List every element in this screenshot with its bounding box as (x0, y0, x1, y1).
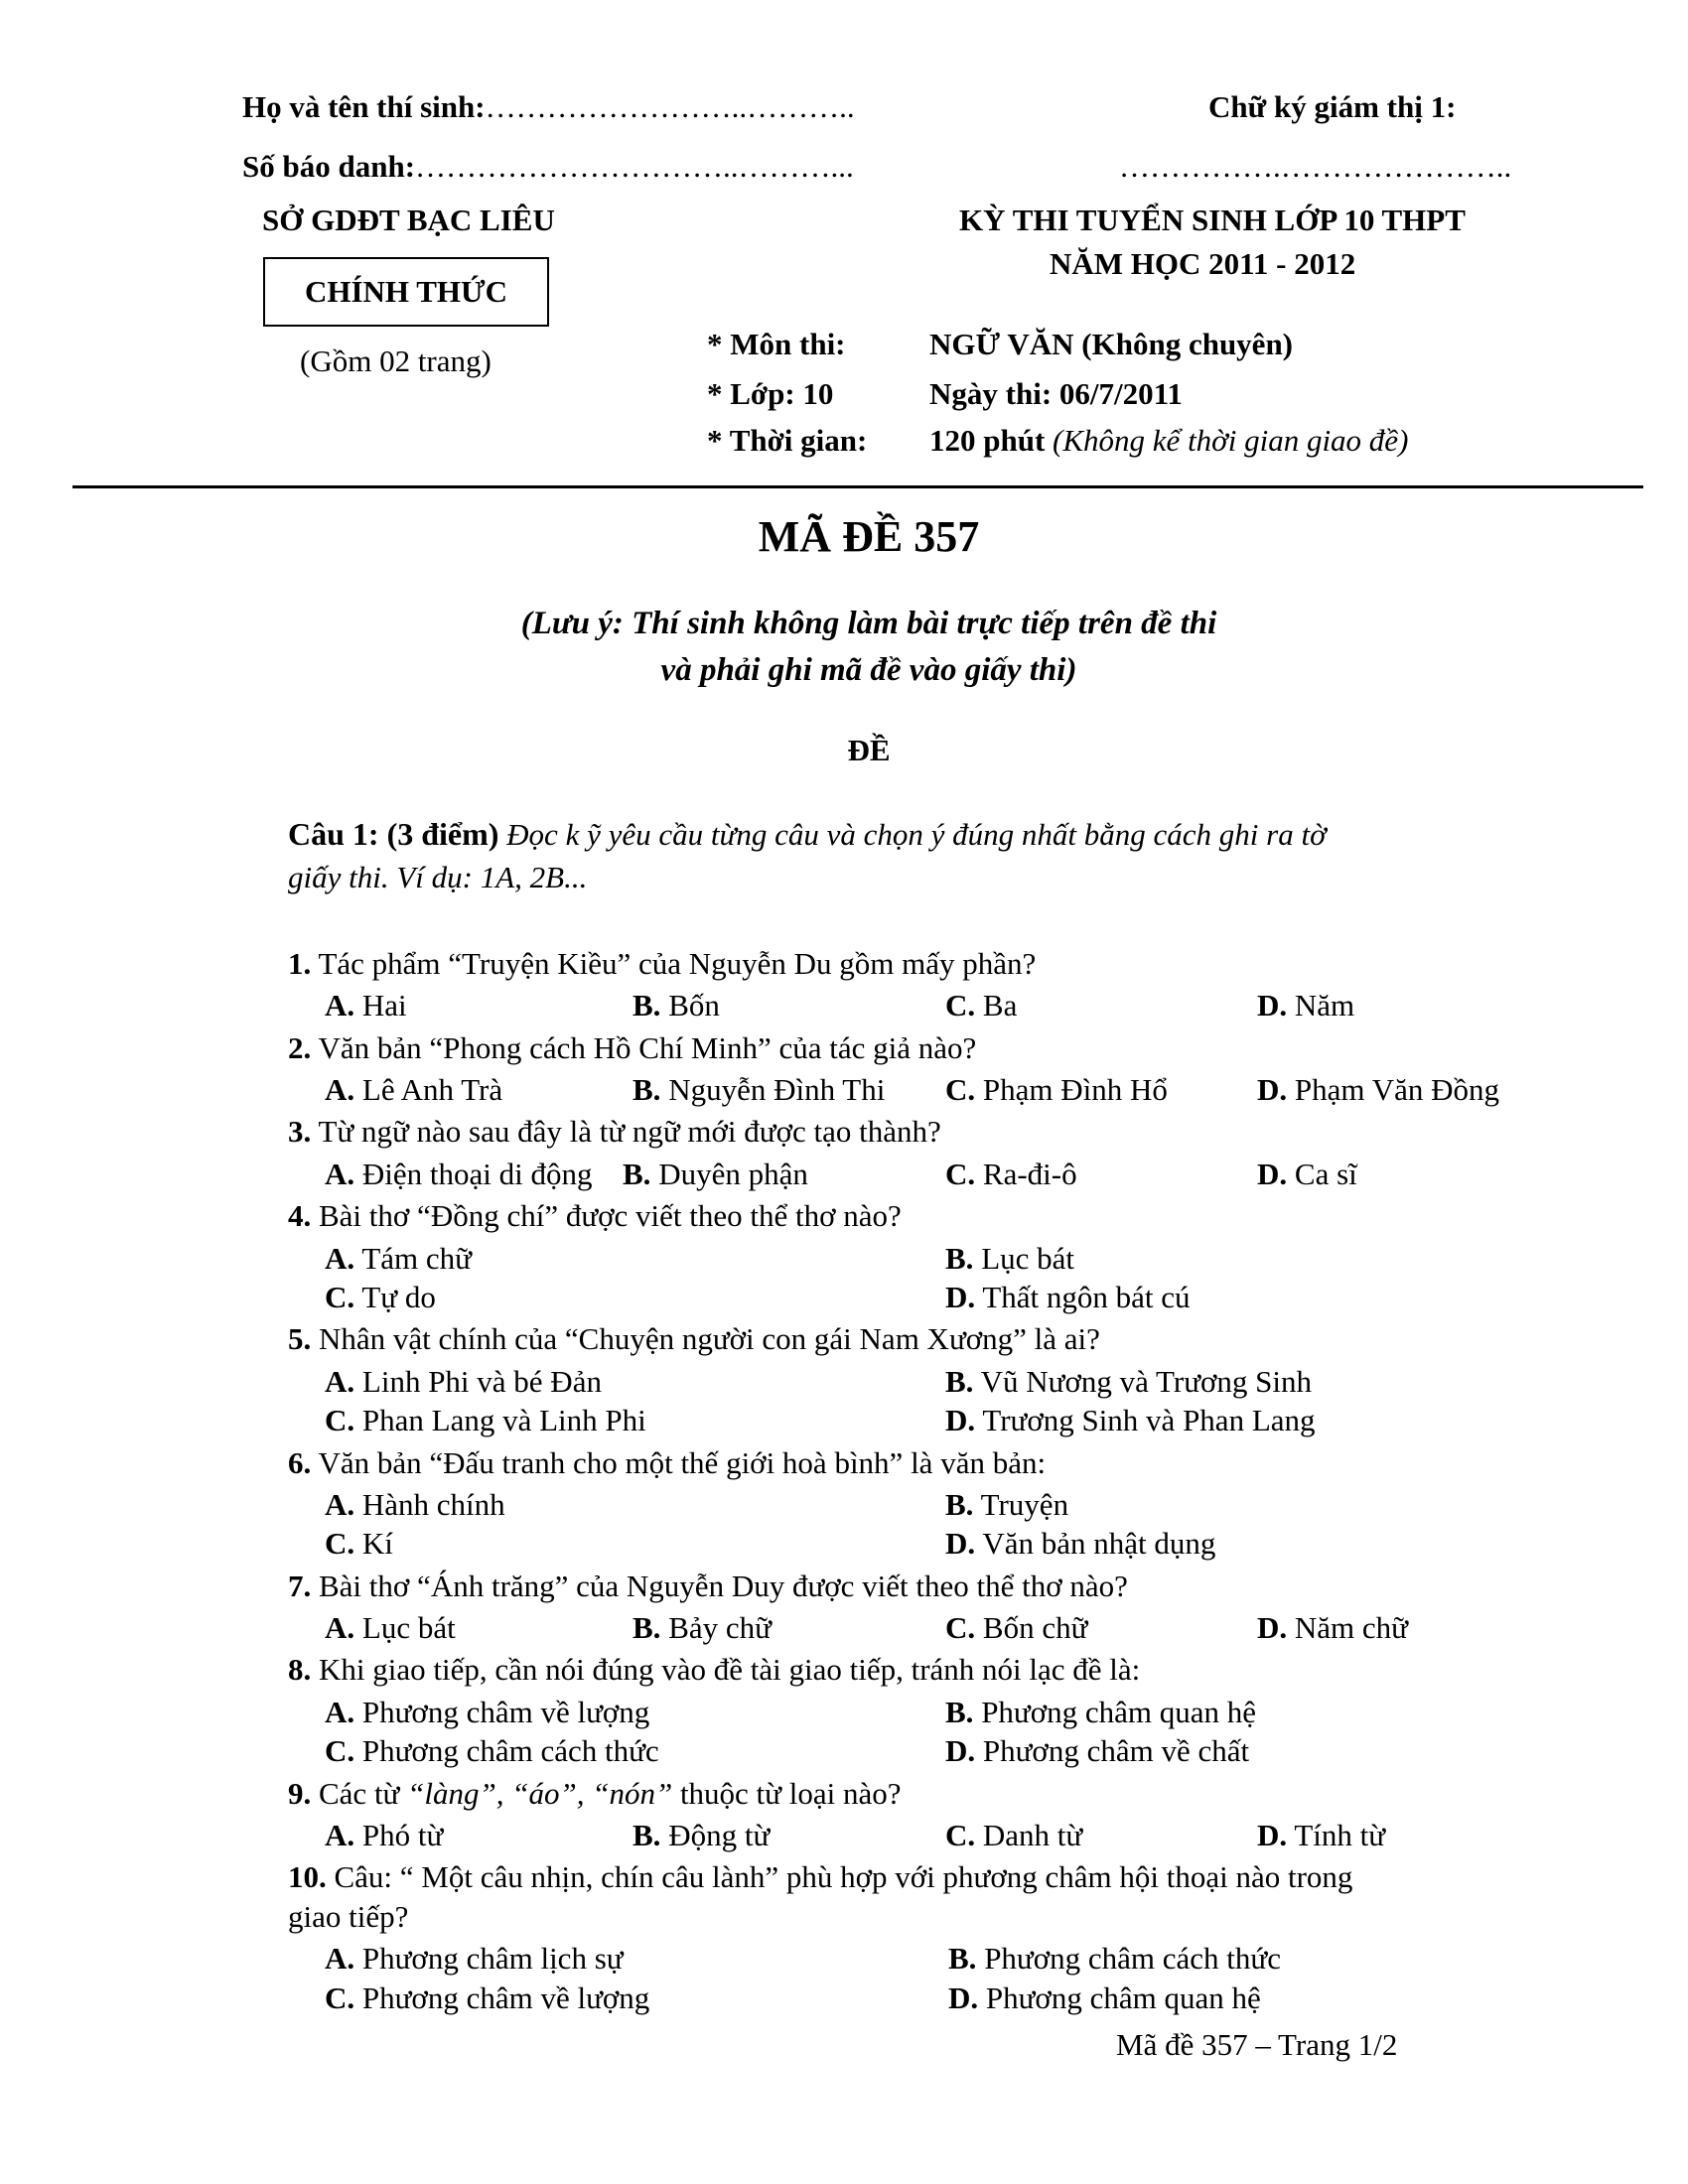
q4-option-b (945, 1241, 1074, 1277)
question-1 (288, 946, 1036, 982)
q5-option-c (325, 1403, 646, 1438)
question-2 (288, 1030, 976, 1066)
option-letter: B. (623, 1157, 651, 1191)
option-text: Phương châm về chất (982, 1733, 1250, 1768)
option-letter: B. (945, 1364, 974, 1399)
page-footer: Mã đề 357 – Trang 1/2 (1116, 2027, 1398, 2062)
option-letter: A. (325, 1157, 355, 1191)
option-letter: A. (325, 1941, 355, 1976)
signature-dots: …………….………………….. (1119, 149, 1512, 184)
option-text: Văn bản nhật dụng (982, 1526, 1216, 1561)
q4-option-c (325, 1280, 436, 1315)
option-letter: C. (325, 1733, 355, 1768)
q8-option-d (945, 1733, 1249, 1769)
option-letter: C. (945, 1610, 976, 1645)
option-text: Phạm Đình Hổ (982, 1072, 1168, 1107)
pages-note: (Gồm 02 trang) (300, 343, 492, 378)
option-text: Phó từ (361, 1818, 444, 1852)
header-divider (72, 485, 1643, 488)
option-text: Bốn (668, 988, 720, 1023)
option-letter: C. (325, 1280, 355, 1314)
question-text: Nhân vật chính của “Chuyện người con gái Nam Xương” là ai? (319, 1321, 1100, 1356)
question-text: Khi giao tiếp, cần nói đúng vào đề tài giao tiếp, tránh nói lạc đề là: (319, 1652, 1141, 1687)
q9-option-d (1257, 1818, 1385, 1853)
subject-label: * Môn thi: (707, 327, 846, 361)
option-text: Phương châm lịch sự (361, 1941, 624, 1976)
option-text: Lục bát (981, 1241, 1075, 1276)
option-letter: C. (325, 1403, 355, 1437)
question-9 (288, 1776, 901, 1812)
q3-option-a (325, 1157, 593, 1192)
question-block-instruction-2: giấy thi. Ví dụ: 1A, 2B... (288, 860, 588, 894)
option-letter: C. (325, 1980, 355, 2015)
exam-title-line-2: NĂM HỌC 2011 - 2012 (1050, 246, 1356, 281)
sbd-line (242, 149, 854, 185)
option-text: Động từ (668, 1818, 771, 1852)
q3-option-b (623, 1157, 808, 1192)
option-letter: A. (325, 1610, 355, 1645)
signature-label: Chữ ký giám thị 1: (1208, 89, 1457, 124)
question-4 (288, 1198, 902, 1234)
option-text: Năm chữ (1294, 1610, 1408, 1645)
question-3 (288, 1114, 941, 1150)
q10-option-c (325, 1980, 649, 2016)
q4-option-a (325, 1241, 472, 1277)
q8-option-a (325, 1695, 649, 1730)
option-letter: D. (1257, 988, 1288, 1023)
official-label: CHÍNH THỨC (304, 274, 508, 309)
option-letter: D. (1257, 1072, 1288, 1107)
q9-option-c (945, 1818, 1082, 1853)
q3-option-d (1257, 1157, 1357, 1192)
q10-option-b (948, 1941, 1281, 1977)
q2-option-a (325, 1072, 502, 1108)
option-letter: A. (325, 1818, 355, 1852)
time-value: 120 phút (929, 423, 1046, 458)
option-letter: D. (1257, 1610, 1288, 1645)
option-text: Truyện (980, 1487, 1069, 1522)
question-number: 7. (288, 1569, 312, 1603)
candidate-name-dots: ……………………..……….. (485, 89, 855, 124)
option-text: Ba (982, 988, 1018, 1023)
q2-option-b (633, 1072, 885, 1108)
option-letter: A. (325, 1364, 355, 1399)
q6-option-a (325, 1487, 505, 1523)
option-text: Lê Anh Trà (361, 1072, 503, 1107)
option-letter: A. (325, 1487, 355, 1522)
exam-date: Ngày thi: 06/7/2011 (929, 376, 1183, 411)
q4-option-d (945, 1280, 1191, 1315)
question-10 (288, 1859, 1352, 1895)
q1-option-c (945, 988, 1017, 1024)
option-text: Tự do (361, 1280, 436, 1314)
q7-option-d (1257, 1610, 1408, 1646)
option-letter: D. (1257, 1157, 1288, 1191)
option-text: Phương châm về lượng (361, 1980, 650, 2015)
question-number: 1. (288, 946, 312, 981)
option-text: Hai (361, 988, 407, 1023)
q3-option-c (945, 1157, 1077, 1192)
option-letter: A. (325, 988, 355, 1023)
question-text-before: Các từ (319, 1776, 408, 1811)
option-text: Vũ Nương và Trương Sinh (980, 1364, 1313, 1399)
question-text: Từ ngữ nào sau đây là từ ngữ mới được tạo thành? (318, 1114, 941, 1149)
option-letter: C. (325, 1526, 355, 1561)
note-line-2: và phải ghi mã đề vào giấy thi) (660, 652, 1077, 688)
option-letter: B. (945, 1487, 974, 1522)
option-text: Tám chữ (361, 1241, 472, 1276)
option-text: Nguyễn Đình Thi (668, 1072, 886, 1107)
option-letter: C. (945, 1818, 976, 1852)
note-line-1: (Lưu ý: Thí sinh không làm bài trực tiếp trên đề thi (520, 606, 1217, 641)
option-letter: D. (945, 1280, 976, 1314)
option-letter: B. (945, 1695, 974, 1729)
option-text: Phương châm cách thức (984, 1941, 1281, 1976)
question-text-italic: “làng”, “áo”, “nón” (407, 1776, 673, 1811)
option-letter: C. (945, 1157, 976, 1191)
option-text: Hành chính (361, 1487, 505, 1522)
option-letter: B. (633, 1818, 661, 1852)
question-number: 3. (288, 1114, 312, 1149)
option-letter: B. (945, 1241, 974, 1276)
question-number: 9. (288, 1776, 312, 1811)
option-letter: A. (325, 1241, 355, 1276)
question-text: Văn bản “Đấu tranh cho một thế giới hoà bình” là văn bản: (318, 1445, 1047, 1480)
question-text: Văn bản “Phong cách Hồ Chí Minh” của tác giả nào? (318, 1030, 977, 1065)
sbd-dots: …………………………..………... (415, 149, 854, 184)
question-5 (288, 1321, 1100, 1357)
option-text: Phương châm quan hệ (981, 1695, 1257, 1729)
option-text: Bảy chữ (668, 1610, 772, 1645)
q6-option-c (325, 1526, 393, 1562)
question-block-label: Câu 1: (3 điểm) (288, 816, 499, 852)
question-number: 6. (288, 1445, 312, 1480)
question-number: 10. (288, 1859, 327, 1894)
option-letter: D. (945, 1403, 976, 1437)
q5-option-a (325, 1364, 602, 1400)
q9-option-b (633, 1818, 770, 1853)
exam-title-line-1: KỲ THI TUYỂN SINH LỚP 10 THPT (959, 203, 1466, 237)
question-block-intro (288, 816, 1327, 853)
option-letter: D. (948, 1980, 979, 2015)
q10-option-a (325, 1941, 624, 1977)
option-text: Phương châm cách thức (361, 1733, 659, 1768)
option-text: Bốn chữ (982, 1610, 1088, 1645)
option-letter: B. (633, 1072, 661, 1107)
option-text: Điện thoại di động (361, 1157, 593, 1191)
option-text: Thất ngôn bát cú (982, 1280, 1191, 1314)
q1-option-b (633, 988, 720, 1024)
option-text: Lục bát (361, 1610, 456, 1645)
option-letter: A. (325, 1072, 355, 1107)
option-text: Ra-đi-ô (982, 1157, 1077, 1191)
q7-option-a (325, 1610, 456, 1646)
question-6 (288, 1445, 1046, 1481)
grade-label: * Lớp: 10 (707, 376, 834, 411)
time-label: * Thời gian: (707, 423, 868, 458)
option-text: Trương Sinh và Phan Lang (982, 1403, 1316, 1437)
candidate-name-line (242, 89, 855, 125)
question-7 (288, 1569, 1128, 1604)
question-text: Tác phẩm “Truyện Kiều” của Nguyễn Du gồm mấy phần? (318, 946, 1037, 981)
option-letter: B. (948, 1941, 977, 1976)
option-text: Phan Lang và Linh Phi (361, 1403, 646, 1437)
q8-option-b (945, 1695, 1256, 1730)
question-number: 5. (288, 1321, 312, 1356)
q5-option-b (945, 1364, 1312, 1400)
option-letter: D. (945, 1526, 976, 1561)
q2-option-c (945, 1072, 1168, 1108)
q1-option-a (325, 988, 407, 1024)
exam-code-title: MÃ ĐỀ 357 (758, 512, 980, 561)
time-note: (Không kể thời gian giao đề) (1053, 423, 1409, 458)
time-line (929, 423, 1408, 459)
option-letter: B. (633, 1610, 661, 1645)
option-letter: B. (633, 988, 661, 1023)
q10-option-d (948, 1980, 1261, 2016)
option-letter: C. (945, 988, 976, 1023)
q6-option-b (945, 1487, 1068, 1523)
question-text: Bài thơ “Ánh trăng” của Nguyễn Duy được viết theo thể thơ nào? (319, 1569, 1128, 1603)
option-text: Phương châm quan hệ (985, 1980, 1261, 2015)
option-text: Ca sĩ (1294, 1157, 1357, 1191)
q8-option-c (325, 1733, 659, 1769)
subject-value: NGỮ VĂN (Không chuyên) (929, 327, 1294, 361)
q9-option-a (325, 1818, 443, 1853)
option-text: Tính từ (1294, 1818, 1386, 1852)
option-letter: C. (945, 1072, 976, 1107)
option-text: Kí (361, 1526, 393, 1561)
option-letter: D. (945, 1733, 976, 1768)
option-text: Năm (1294, 988, 1355, 1023)
q1-option-d (1257, 988, 1354, 1024)
question-text: Câu: “ Một câu nhịn, chín câu lành” phù hợp với phương châm hội thoại nào trong (334, 1859, 1353, 1894)
option-letter: A. (325, 1695, 355, 1729)
question-block-instruction-1: Đọc k ỹ yêu cầu từng câu và chọn ý đúng nhất bằng cách ghi ra tờ (506, 817, 1327, 852)
question-number: 8. (288, 1652, 312, 1687)
option-text: Phương châm về lượng (361, 1695, 650, 1729)
question-8 (288, 1652, 1140, 1688)
option-text: Linh Phi và bé Đản (361, 1364, 602, 1399)
sbd-label: Số báo danh: (242, 149, 416, 184)
question-text: Bài thơ “Đồng chí” được viết theo thể thơ nào? (319, 1198, 902, 1233)
q5-option-d (945, 1403, 1316, 1438)
question-number: 2. (288, 1030, 312, 1065)
option-letter: D. (1257, 1818, 1288, 1852)
department-name: SỞ GDĐT BẠC LIÊU (262, 203, 555, 237)
option-text: Duyên phận (658, 1157, 808, 1191)
question-text-after: thuộc từ loại nào? (672, 1776, 902, 1811)
option-text: Phạm Văn Đồng (1294, 1072, 1499, 1107)
option-text: Danh từ (982, 1818, 1083, 1852)
q2-option-d (1257, 1072, 1499, 1108)
q7-option-c (945, 1610, 1087, 1646)
question-number: 4. (288, 1198, 312, 1233)
q7-option-b (633, 1610, 772, 1646)
official-stamp-box (263, 257, 549, 327)
q6-option-d (945, 1526, 1215, 1562)
section-title: ĐỀ (847, 733, 891, 767)
candidate-name-label: Họ và tên thí sinh: (242, 89, 486, 124)
question-10-line-2: giao tiếp? (288, 1899, 409, 1934)
